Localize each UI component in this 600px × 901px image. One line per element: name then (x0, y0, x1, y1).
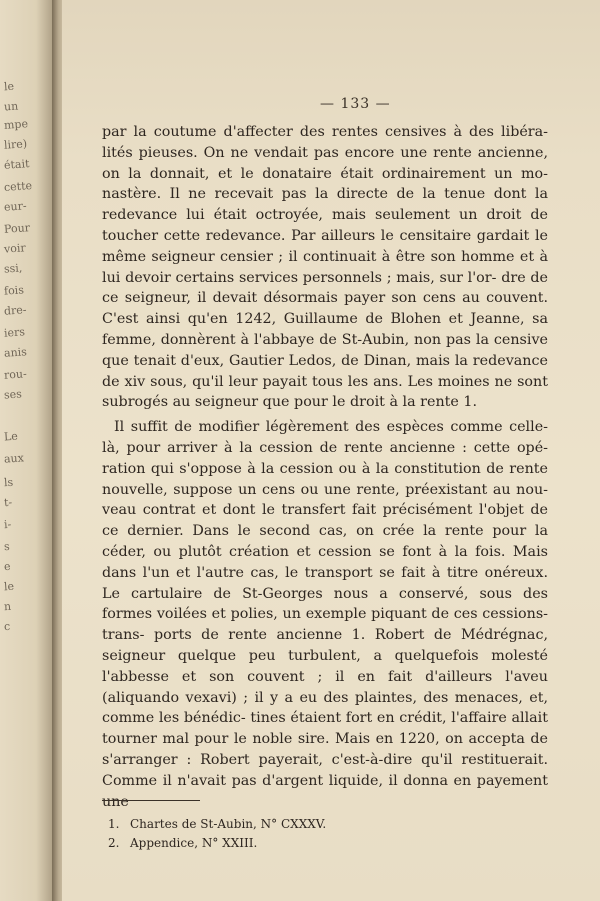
left-page-fragment: dre- (3, 303, 27, 318)
footnote-rule (102, 800, 200, 801)
text-line: redevance lui était octroyée, mais seulement un droit de (102, 207, 548, 224)
text-line: voilées et polies, un exemple piquant de ces cessions-trans- (102, 606, 549, 644)
paragraph (102, 122, 548, 413)
left-page-fragment: Le (3, 429, 19, 444)
text-line: céder, ou plutôt création et cession se font à la fois. Mais (102, 543, 548, 560)
text-line: quelque peu turbulent, a quelquefois molesté l'abbesse et (102, 647, 548, 685)
text-line: tines étaient fort en crédit, l'affaire allait tourner mal pour (102, 710, 548, 748)
left-page-fragment: eur- (3, 199, 28, 214)
left-page-fragment: ses (3, 387, 23, 402)
text-line: mais la redevance de xiv sous, qu'il leur payait tous les (102, 352, 548, 390)
left-page-fragment: voir (3, 241, 27, 256)
footnote (108, 834, 326, 853)
left-page-fragment: le (3, 79, 15, 94)
left-page-fragment: le (3, 579, 15, 594)
text-line: ce dernier. Dans le second cas, on crée la rente pour la (102, 523, 548, 540)
footnote-text: Chartes de St-Aubin, N° CXXXV. (130, 817, 327, 831)
left-page-fragment: cette (3, 179, 33, 194)
left-page-fragment: un (3, 99, 19, 114)
left-page-fragment: rou- (3, 367, 28, 382)
left-page-fragment: c (3, 619, 11, 634)
text-line: et à lui devoir certains services personnels ; mais, sur l'or- (102, 248, 548, 286)
left-page-fragment: lire) (3, 137, 28, 152)
page-number: — 133 — (320, 96, 391, 112)
left-page-fragment: fois (3, 283, 25, 298)
text-line: ration qui s'oppose à la cession ou à la constitution de rente (102, 460, 548, 477)
footnote (108, 815, 326, 834)
left-page-fragment: ssi, (3, 261, 23, 276)
text-line: pas la censive que tenait d'eux, Gautier Ledos, de Dinan, (102, 331, 548, 369)
left-page-fragment: e (3, 559, 11, 574)
text-line: droit à la rente 1. (349, 394, 478, 411)
text-line: Robert payerait, c'est-à-dire qu'il restituerait. Comme (102, 751, 549, 789)
text-line: Le cartulaire de St-Georges nous a conservé, sous des formes (102, 585, 548, 623)
footnote-text: Appendice, N° XXIII. (130, 836, 258, 850)
text-line: dre de ce seigneur, il devait désormais payer son cens au (102, 269, 549, 307)
footnote-number: 2. (108, 836, 120, 850)
text-line: le noble sire. Mais en 1220, on accepta de s'arranger : (102, 731, 548, 768)
text-line: par la coutume d'affecter des rentes censives à des libéra- (102, 124, 548, 140)
left-page-fragment: mpe (3, 117, 29, 132)
text-line: ans. Les moines ne sont subrogés au seigneur que pour le (102, 373, 548, 411)
text-line: dans l'un et l'autre cas, le transport se fait à titre onéreux. (102, 564, 548, 581)
left-page-fragment: s (3, 539, 11, 554)
text-line: Jeanne, sa femme, donnèrent à l'abbaye de St-Aubin, non (102, 311, 548, 348)
left-page-edge (0, 0, 60, 901)
footnotes (108, 815, 326, 853)
left-page-fragment: n (3, 599, 12, 614)
left-page-fragment: t- (3, 495, 13, 510)
left-page-fragment: anis (3, 345, 28, 360)
left-page-fragment: ls (3, 475, 14, 490)
text-line: veau contrat et dont le transfert fait précisément l'objet de (102, 502, 548, 519)
text-line: on la donnait, et le donataire était ordinairement un mo- (102, 165, 548, 182)
text-line: nouvelle, suppose un cens ou une rente, préexistant au nou- (102, 481, 548, 498)
left-page-fragment: aux (3, 451, 25, 466)
text-line: le même seigneur censier ; il continuait à être son homme (102, 227, 548, 265)
text-line: couvent. C'est ainsi qu'en 1242, Guillaume de Blohen et (102, 290, 548, 328)
paragraph (102, 417, 548, 812)
left-page-fragment: Pour (3, 221, 31, 236)
body-text (102, 122, 548, 812)
footnote-number: 1. (108, 817, 120, 831)
text-line: nastère. Il ne recevait pas la directe de la tenue dont la (102, 186, 548, 203)
text-line: ports de rente ancienne 1. Robert de Médrégnac, seigneur (102, 627, 548, 664)
text-line: lités pieuses. On ne vendait pas encore une rente ancienne, (102, 144, 548, 161)
text-line: son couvent ; il en fait d'ailleurs l'aveu (aliquando vexavi) ; (102, 668, 548, 706)
text-line: il y a eu des plaintes, des menaces, et, comme les bénédic- (102, 689, 548, 727)
left-page-fragment: iers (3, 325, 26, 340)
text-line: il n'avait pas d'argent liquide, il donna en payement une (102, 772, 548, 810)
left-page-fragment: i- (3, 517, 12, 532)
text-line: là, pour arriver à la cession de rente ancienne : cette opé- (102, 439, 548, 456)
book-page (62, 0, 600, 901)
text-line: toucher cette redevance. Par ailleurs le censitaire gardait (102, 227, 535, 244)
left-page-fragment: était (3, 157, 30, 172)
text-line: Il suffit de modifier légèrement des espèces comme celle- (114, 419, 548, 436)
